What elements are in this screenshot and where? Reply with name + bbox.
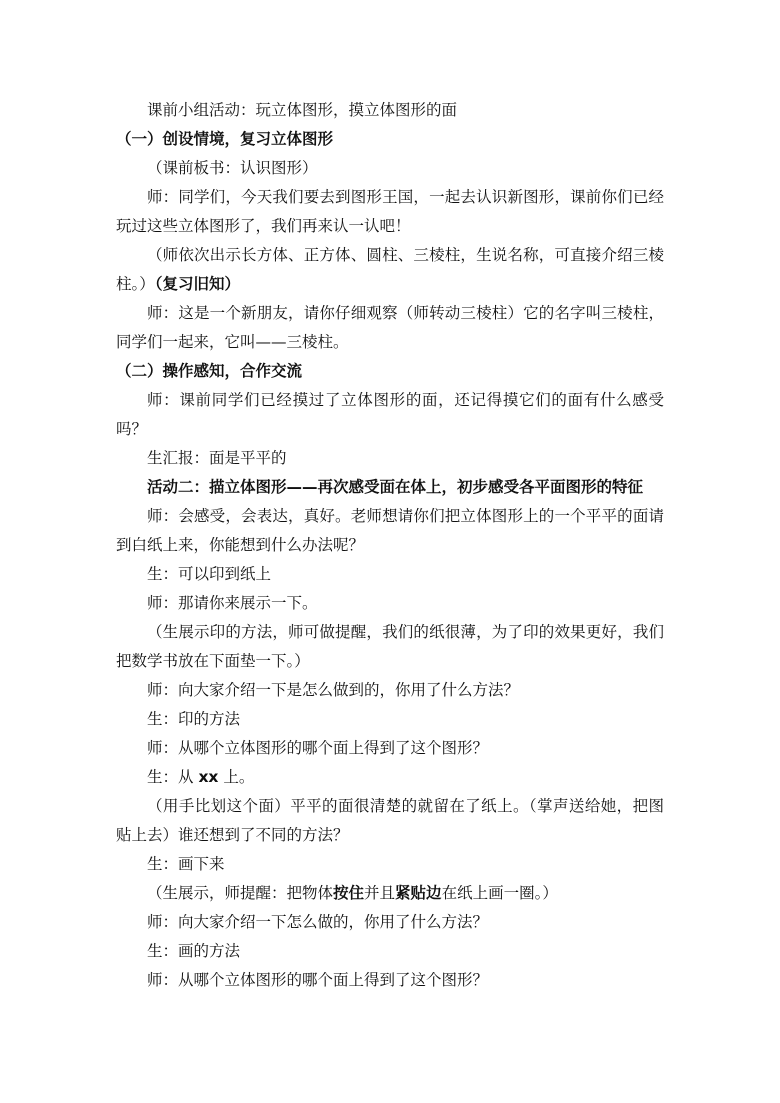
activity-two-heading: 活动二：描立体图形——再次感受面在体上，初步感受各平面图形的特征 [147,478,644,496]
stage-direction-3-e: 在纸上画一圈。） [441,884,558,902]
stage-direction-1 [116,241,664,299]
stage-direction-2: （生展示印的方法，师可做提醒，我们的纸很薄，为了印的效果更好，我们把数学书放在下面垫一下。） [116,623,664,670]
teacher-line-2: 师：这是一个新朋友，请你仔细观察（师转动三棱柱）它的名字叫三棱柱，同学们一起来，它叫——三棱柱。 [116,304,664,351]
student-report: 生汇报：面是平平的 [147,449,287,467]
teacher-line-9: 师：向大家介绍一下怎么做的，你用了什么方法？ [147,913,489,931]
student-line-3-end: 上。 [218,768,255,786]
placeholder-xx: xx [198,768,219,786]
student-line-1: 生：可以印到纸上 [147,565,272,583]
student-line-3-start: 生：从 [147,768,199,786]
teacher-line-7: 师：从哪个立体图形的哪个面上得到了这个图形？ [147,739,489,757]
emphasis-edge: 紧贴边 [395,884,442,902]
intro-activity-line: 课前小组活动：玩立体图形，摸立体图形的面 [147,101,458,119]
student-line-2: 生：印的方法 [147,710,241,728]
teacher-line-3: 师：课前同学们已经摸过了立体图形的面，还记得摸它们的面有什么感受吗？ [116,391,664,438]
review-label: （复习旧知） [154,275,241,293]
student-line-5: 生：画的方法 [147,942,241,960]
teacher-line-10: 师：从哪个立体图形的哪个面上得到了这个图形？ [147,971,489,989]
emphasis-hold: 按住 [333,884,365,902]
blackboard-note: （课前板书：认识图形） [147,159,318,177]
stage-direction-3-a: （生展示，师提醒：把物体 [147,884,334,902]
stage-direction-1-text: （师依次出示长方体、正方体、圆柱、三棱柱，生说名称，可直接介绍三棱柱。） [116,246,664,293]
section-heading-2: （二）操作感知，合作交流 [116,362,303,380]
stage-direction-3 [116,879,664,908]
stage-direction-3-c: 并且 [364,884,396,902]
teacher-line-4: 师：会感受，会表达，真好。老师想请你们把立体图形上的一个平平的面请到白纸上来，你能想到什么办法呢？ [116,507,664,554]
student-line-3 [116,763,664,792]
teacher-line-5: 师：那请你来展示一下。 [147,594,318,612]
student-line-4: 生：画下来 [147,855,225,873]
teacher-line-1: 师：同学们，今天我们要去到图形王国，一起去认识新图形，课前你们已经玩过这些立体图形了，我们再来认一认吧！ [116,188,664,235]
document-body [116,96,664,995]
teacher-line-6: 师：向大家介绍一下是怎么做到的，你用了什么方法？ [147,681,520,699]
section-heading-1: （一）创设情境，复习立体图形 [116,130,334,148]
teacher-line-8: （用手比划这个面）平平的面很清楚的就留在了纸上。（掌声送给她，把图贴上去）谁还想到了不同的方法？ [116,797,664,844]
